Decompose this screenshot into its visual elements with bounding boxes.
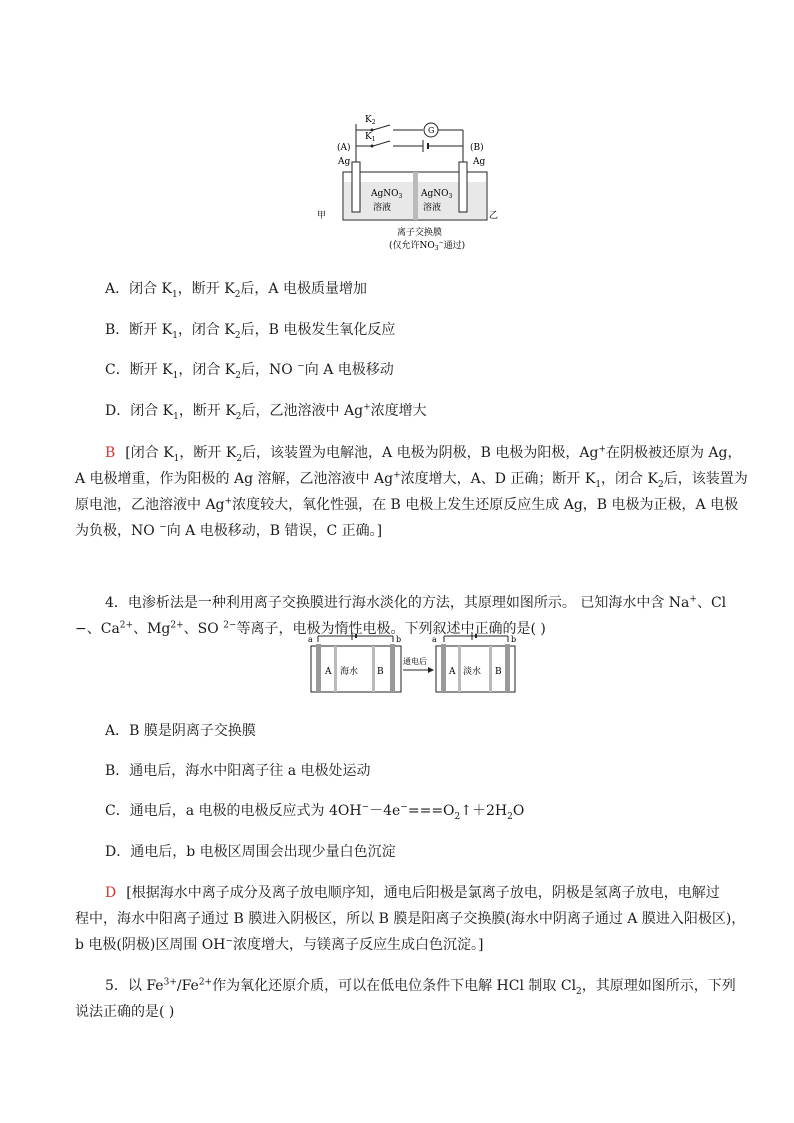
- q3-option-c: C．断开 $K_1$，闭合 $K_2$后，NO −向 A 电极移动: [105, 361, 394, 381]
- q3-option-b: B．断开 $K_1$，闭合 $K_2$后，B 电极发生氧化反应: [105, 322, 396, 341]
- left-electrode-label: (A): [337, 143, 351, 153]
- arrow-icon: [428, 667, 434, 673]
- membrane-a-after: [458, 646, 461, 692]
- q3-explanation: B [闭合 $K_1$，断开 $K_2$后，该装置为电解池，A 电极为阴极，B 电极为阳极，Ag+在阴极被还原为 Ag， A 电极增重，作为阳极的 Ag 溶解，乙池溶液中 Ag+浓度增大，A、D 正确；断开 $K_1$，闭合 $K_2$后，该装置为 原电池，乙池溶液中 Ag+浓度较大，氧化性强，在 B 电极上发生还原反应生成 Ag，B 电极为正极，A 电极 为负极，NO −向 A 电极移动，B 错误，C 正确。]: [75, 444, 748, 539]
- q4-stem: 4．电渗析法是一种利用离子交换膜进行海水淡化的方法，其原理如图所示。 已知海水中含 Na+、Cl −、$Ca^{2+}$、$Mg^{2+}$、SO $^{2-}$等离子，电极为惰性电极。下列叙述中正确的是( ): [75, 594, 727, 637]
- membrane-b-before: [372, 646, 375, 692]
- k1-label: $K_1$: [365, 132, 376, 143]
- g-label: G: [428, 126, 435, 135]
- membrane-a-before: [334, 646, 337, 692]
- q5-stem: 5．以 $Fe^{3+}/Fe^{2+}$作为氧化还原介质，可以在低电位条件下电解 HCl 制取 $Cl_2$，其原理如图所示，下列 说法正确的是( ): [75, 977, 736, 1020]
- arrow-label: 通电后: [403, 657, 427, 666]
- b-label-after: b: [511, 635, 517, 644]
- ion-exchange-membrane: [413, 172, 418, 220]
- membrane-a-label-before: A: [325, 667, 332, 677]
- q3-option-d: D．闭合 $K_1$，断开 $K_2$后，乙池溶液中 Ag+浓度增大: [105, 402, 427, 422]
- cell-yi-label: 乙: [489, 211, 499, 221]
- q4-option-b: B．通电后，海水中阳离子往 a 电极处运动: [105, 763, 371, 779]
- electrode-a: [352, 162, 360, 212]
- right-metal-label: Ag: [473, 157, 486, 167]
- electrode-b-before: [390, 644, 395, 692]
- seawater-label: 海水: [340, 667, 359, 677]
- membrane-note: (仅允许$NO_3^-$通过): [389, 239, 466, 252]
- q3-option-a: A．闭合 $K_1$，断开 $K_2$后，A 电极质量增加: [105, 281, 367, 300]
- electrode-b-after: [505, 644, 510, 692]
- q3-answer: B: [105, 445, 116, 461]
- membrane-b-after: [489, 646, 492, 692]
- left-solution-label: AgNO$_3$: [371, 189, 403, 200]
- right-solution-label-2: 溶液: [423, 203, 442, 213]
- electrode-a-after: [441, 644, 446, 692]
- cell-jia-label: 甲: [317, 211, 327, 221]
- a-label-before: a: [308, 635, 313, 644]
- membrane-b-label-before: B: [377, 667, 384, 677]
- membrane-b-label-after: B: [495, 667, 502, 677]
- electrode-a-before: [316, 644, 321, 692]
- right-electrode-label: (B): [470, 143, 484, 153]
- q4-answer: D: [105, 885, 117, 901]
- q4-explanation: D [根据海水中离子成分及离子放电顺序知，通电后阳极是氯离子放电，阴极是氢离子放电，电解过 程中，海水中阳离子通过 B 膜进入阴极区，所以 B 膜是阳离子交换膜(海水中阴离子通过 A 膜进入阳极区)， b 电极(阴极)区周围 OH−浓度增大，与镁离子反应生成白色沉淀。]: [75, 885, 746, 953]
- a-label-after: a: [432, 635, 437, 644]
- k2-label: $K_2$: [365, 115, 376, 126]
- figure-electrolysis-cell: [317, 110, 499, 255]
- electrode-b: [459, 162, 467, 212]
- q4-option-a: A．B 膜是阴离子交换膜: [105, 723, 256, 739]
- membrane-a-label-after: A: [449, 667, 456, 677]
- q4-option-c: C．通电后，a 电极的电极反应式为 $4OH^--4e^-===O_2↑+2H_2O$: [105, 802, 525, 822]
- figure-electrodialysis: [308, 632, 518, 696]
- membrane-label: 离子交换膜: [397, 228, 443, 238]
- left-metal-label: Ag: [338, 157, 351, 167]
- freshwater-label: 淡水: [463, 667, 482, 677]
- q4-option-d: D．通电后，b 电极区周围会出现少量白色沉淀: [105, 844, 396, 860]
- b-label-before: b: [396, 635, 402, 644]
- right-solution-label: AgNO$_3$: [421, 189, 453, 200]
- left-solution-label-2: 溶液: [373, 203, 392, 213]
